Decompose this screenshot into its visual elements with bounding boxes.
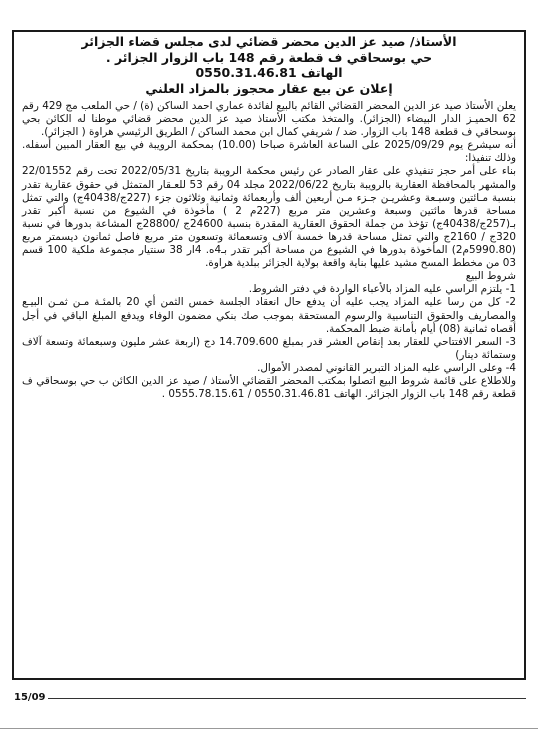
paragraph-sale-date: أنه سيشرع يوم 2025/09/29 على الساعة العاشرة صباحا (10.00) بمحكمة الرويبة في بيع العقار المبين أسفله. وذلك تنفيذا:: [22, 139, 516, 165]
condition-1: 1- يلتزم الراسي عليه المزاد بالأعباء الواردة في دفتر الشروط.: [248, 283, 516, 296]
condition-3: 3- السعر الافتتاحي للعقار بعد إنقاص العشر قدر بمبلغ 14.709.600 دج (اربعة عشر مليون وسبعمائة وتسعة آلاف وستمائة دينار): [22, 335, 516, 361]
bailiff-phone-line: الهاتف 0550.31.46.81: [195, 65, 343, 80]
conditions-title: شروط البيع: [465, 270, 516, 283]
notice-title: إعلان عن بيع عقار محجوز بالمزاد العلني: [145, 80, 393, 96]
bailiff-address-line: حي بوسحاقي ف قطعة رقم 148 باب الزوار الجزائر .: [105, 49, 433, 65]
paragraph-property: بناء على أمر حجز تنفيذي على عقار الصادر عن رئيس محكمة الرويبة بتاريخ 2022/05/31 تحت رقم 22/01552 والمشهر بالمحافظة العقارية بالرويبة بتاريخ 2022/06/22 مجلد 04 رقم 53 للعـقار المتمثل في حقوق عقارية تقدر بنسبة مـائتين وسبـعة وعشريـن جـزء مـن أربعين ألف وأربعمائة وثمانية وثلاثون جزء (227ج/40438ج) والتي تمثل مساحة قدرها مائتين وسبعة وعشرين متر مربع (227م 2 ) مأخوذة في الشيوع من نسبة أكبر تقدر بـ(257ج/40438ج) تؤخذ من جملة الحقوق العقارية المقدرة بنسبة 24600ج /28800ج المشاعة بدورها في نسبة 320ج / 2160ج والتي تمثل مساحة قدرها خمسة آلاف وتسعمائة وتسعون متر مربع فاصل ثمانون ديسمتر مربع (5990.80م2) المأخوذة بدورها في الشيوع من مساحة أكبر تقدر بـ4ه. 4ار 38 سنتيار مجموعة ملكية 100 قسم 03 من مخطط المسح مشيد عليها بناية واقعة بولاية الجزائر ببلدية هراوة.: [22, 165, 516, 270]
condition-4: 4- وعلى الراسي عليه المزاد التبرير القانوني لمصدر الأموال.: [257, 361, 516, 374]
notice-header: [22, 34, 516, 96]
footer-date: 15/09: [14, 692, 46, 703]
closing-paragraph: وللاطلاع على قائمة شروط البيع اتصلوا بمكتب المحضر القضائي الأستاذ / صيد عز الدين الكائن ب حي بوسحاقي ف قطعة رقم 148 باب الزوار الجزائر. الهاتف 0550.31.46.81 / 0555.78.15.61 .: [22, 374, 516, 401]
footer-divider: [48, 698, 526, 699]
notice-body: [22, 100, 516, 401]
bottom-divider: [0, 728, 538, 729]
legal-notice-frame: [12, 30, 526, 680]
condition-2: 2- كل من رسا عليه المزاد يجب عليه أن يدفع حال انعقاد الجلسة خمس الثمن أي 20 بالمئـة مـن ثمـن البيـع والمصاريف والحقوق التناسبية والرسوم المستحقة بموجب صك بنكي مضمون الوفاء ويدفع المبلغ الباقي في أجل أقصاه ثمانية (08) أيام بأمانة ضبط المحكمة.: [22, 296, 516, 335]
paragraph-announcer: يعلن الأستاذ صيد عز الدين المحضر القضائي القائم بالبيع لفائدة عماري احمد الساكن (ة) / حي الملعب مج 429 رقم 62 الحميـز الدار البيضاء (الجزائر). والمتخذ مكتب الأستاذ صيد عز الدين محضر قضائي موطنا له الكائن بحي بوسحاقي ف قطعة 148 باب الزوار. ضد / شريفي كمال ابن محمد الساكن / الطريق الرئيسي هراوة ( الجزائر).: [22, 100, 516, 139]
bailiff-name-line: الأستاذ/ صيد عز الدين محضر قضائي لدى مجلس قضاء الجزائر: [81, 34, 457, 49]
top-strip: [0, 0, 538, 14]
